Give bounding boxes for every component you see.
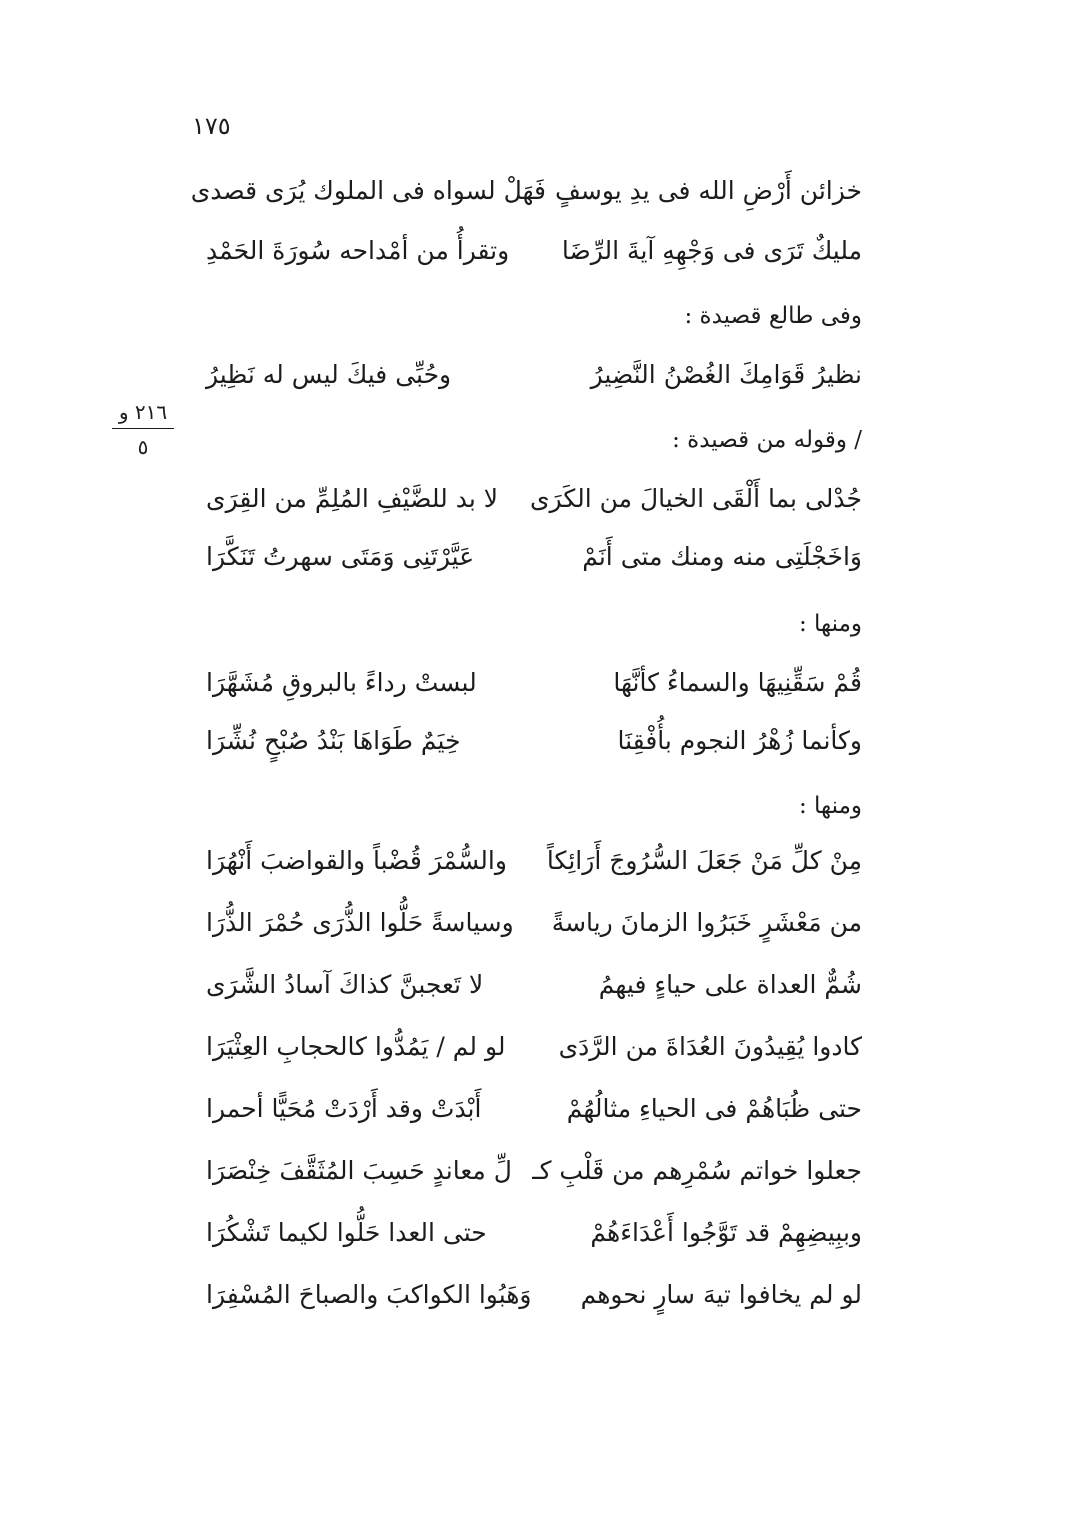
verse-hemistich-second: لِّ معاندٍ حَسِبَ المُثَقَّفَ خِنْصَرَا xyxy=(206,1156,512,1185)
section-intro: ومنها : xyxy=(798,793,862,819)
verse-line xyxy=(0,960,1074,1010)
verse-line xyxy=(0,350,1074,400)
verse-hemistich-first: جُدْلى بما أَلْقَى الخيالَ من الكَرَى xyxy=(529,484,862,513)
verse-line xyxy=(0,532,1074,582)
verse-hemistich-first: جعلوا خواتم سُمْرِهم من قَلْبِ كـ xyxy=(532,1156,862,1185)
margin-note-folio: ٢١٦ و xyxy=(118,400,168,424)
verse-hemistich-second: وتقرأُ من أمْداحه سُورَةَ الحَمْدِ xyxy=(206,236,510,265)
verse-hemistich-second: وَهَبُوا الكواكبَ والصباحَ المُسْفِرَا xyxy=(206,1280,532,1309)
verse-hemistich-second: حتى العدا حَلُّوا لكيما تَشْكُرَا xyxy=(206,1218,487,1247)
page-number: ١٧٥ xyxy=(192,112,231,140)
verse-hemistich-second: لا تَعجبنَّ كذاكَ آسادُ الشَّرَى xyxy=(206,970,484,999)
verse-line xyxy=(0,1022,1074,1072)
section-intro: ومنها : xyxy=(798,611,862,637)
verse-hemistich-first: وببِيضِهِمْ قد تَوَّجُوا أَعْدَاءَهُمْ xyxy=(590,1218,862,1247)
verse-hemistich-second: عَيَّرْتَنِى وَمَتَى سهرتُ تَنَكَّرَا xyxy=(206,542,475,571)
verse-hemistich-first: حتى ظُبَاهُمْ فى الحياءِ مثالُهُمْ xyxy=(566,1094,862,1123)
section-intro: / وقوله من قصيدة : xyxy=(672,427,862,453)
verse-line xyxy=(0,898,1074,948)
margin-note-rule xyxy=(112,428,174,429)
verse-hemistich-first: مليكٌ تَرَى فى وَجْهِهِ آيةَ الرِّضَا xyxy=(561,236,862,265)
verse-line xyxy=(0,474,1074,524)
verse-hemistich-first: قُمْ سَقِّنِيهَا والسماءُ كأنَّهَا xyxy=(613,668,862,697)
verse-hemistich-first: مِنْ كلِّ مَنْ جَعَلَ السُّرُوجَ أَرَائِكاً xyxy=(546,846,862,875)
verse-hemistich-second: وسياسةً حَلُّوا الذُّرَى حُمْرَ الذُّرَا xyxy=(206,908,514,937)
verse-line xyxy=(0,716,1074,766)
verse-hemistich-second: خِيَمٌ طَوَاهَا بَنْدُ صُبْحٍ نُشِّرَا xyxy=(206,726,461,755)
verse-hemistich-first: شُمٌّ العداة على حياءٍ فيهمُ xyxy=(598,970,862,999)
margin-note xyxy=(112,400,174,459)
verse-hemistich-second: فَهَلْ لسواه فى الملوك يُرَى قصدى xyxy=(190,176,546,205)
verse-hemistich-first: كادوا يُقِيدُونَ العُدَاةَ من الرَّدَى xyxy=(558,1032,862,1061)
verse-hemistich-second: وحُبِّى فيكَ ليس له نَظِيرُ xyxy=(206,360,452,389)
verse-hemistich-second: والسُّمْرَ قُضْباً والقواضبَ أَنْهُرَا xyxy=(206,846,507,875)
verse-hemistich-first: وَاخَجْلَتِى منه ومنك متى أَنَمْ xyxy=(582,542,862,571)
verse-hemistich-first: خزائن أَرْضِ الله فى يدِ يوسفٍ xyxy=(555,176,862,205)
verse-line xyxy=(0,1270,1074,1320)
verse-line xyxy=(0,1208,1074,1258)
verse-line xyxy=(0,166,1074,216)
verse-hemistich-second: لو لم / يَمُدُّوا كالحجابِ العِثْيَرَا xyxy=(206,1032,506,1061)
verse-line xyxy=(0,1146,1074,1196)
verse-hemistich-second: لبستْ رداءً بالبروقِ مُشَهَّرَا xyxy=(206,668,477,697)
verse-hemistich-first: نظيرُ قَوَامِكَ الغُصْنُ النَّضِيرُ xyxy=(590,360,862,389)
verse-hemistich-first: وكأنما زُهْرُ النجوم بأُفْقِنَا xyxy=(617,726,862,755)
verse-hemistich-second: أَبْدَتْ وقد أَرْدَتْ مُحَيًّا أحمرا xyxy=(206,1094,482,1123)
verse-line xyxy=(0,1084,1074,1134)
verse-line xyxy=(0,226,1074,276)
verse-hemistich-first: لو لم يخافوا تيهَ سارٍ نحوهم xyxy=(580,1280,862,1309)
verse-line xyxy=(0,658,1074,708)
section-intro: وفى طالع قصيدة : xyxy=(684,303,862,329)
verse-line xyxy=(0,836,1074,886)
verse-hemistich-second: لا بد للضَّيْفِ المُلِمِّ من القِرَى xyxy=(206,484,498,513)
verse-hemistich-first: من مَعْشَرٍ خَبَرُوا الزمانَ رياسةً xyxy=(551,908,862,937)
margin-note-line: ٥ xyxy=(137,435,149,459)
